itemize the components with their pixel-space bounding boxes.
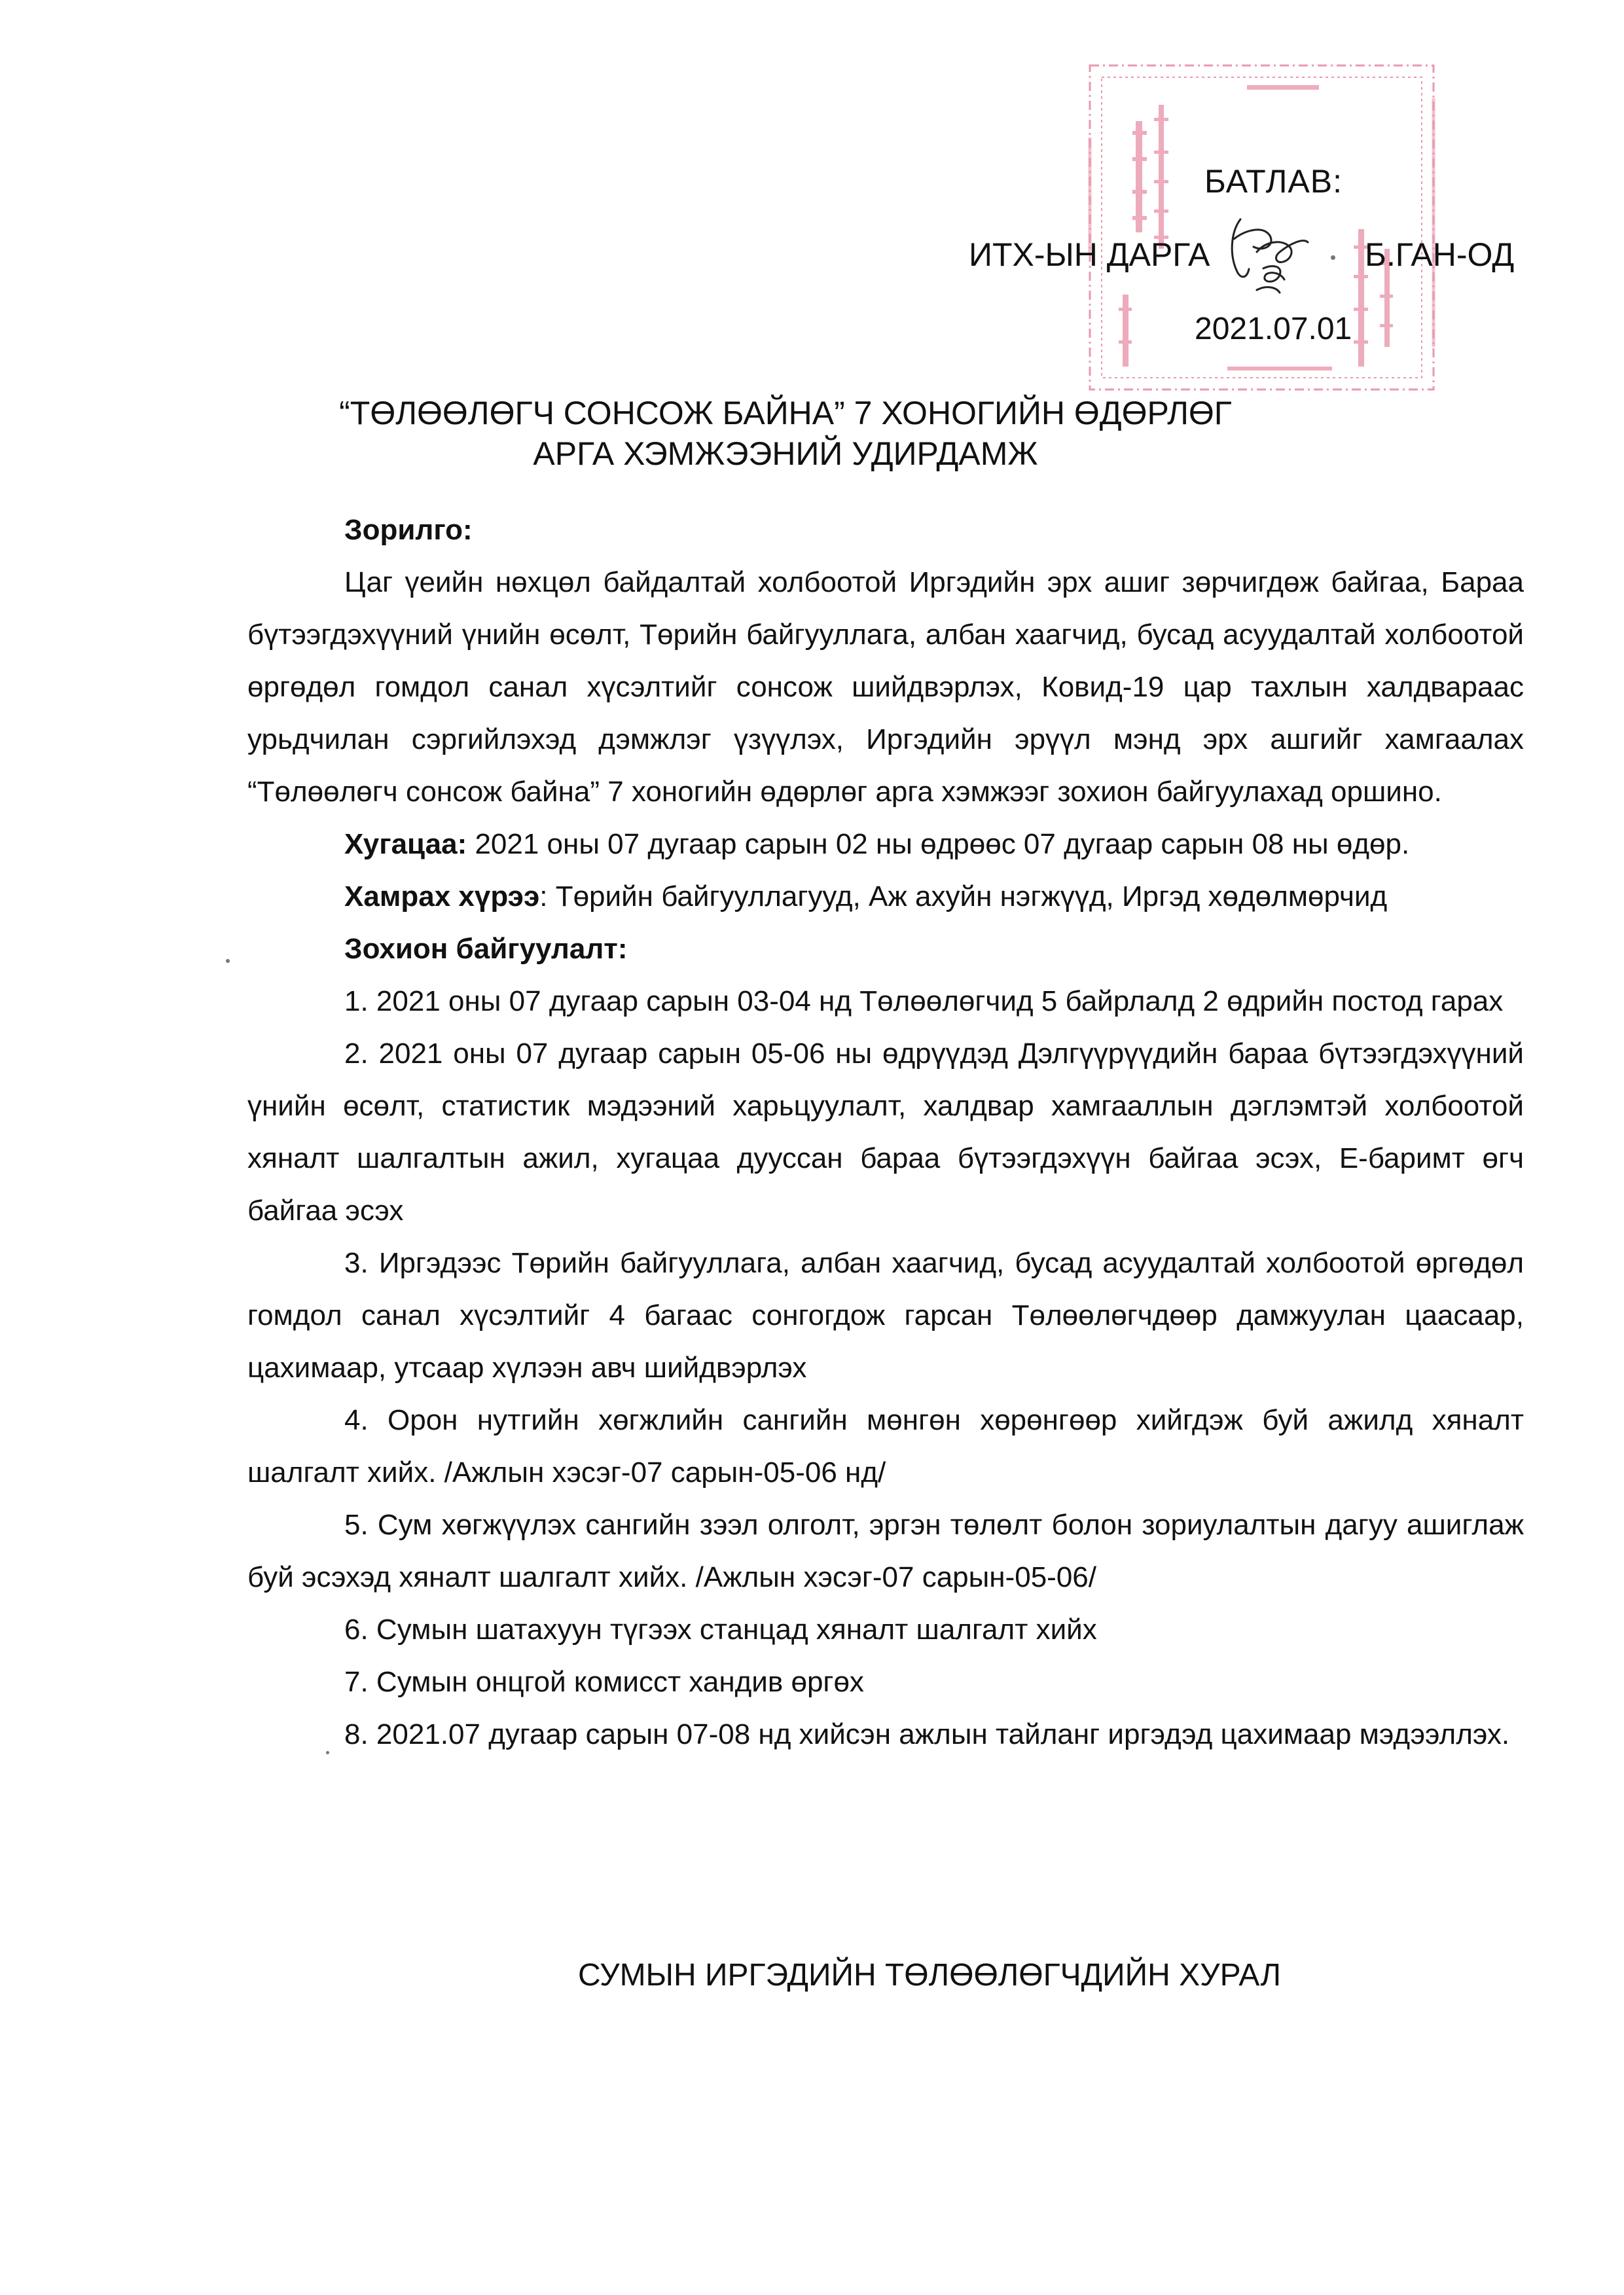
duration-label: Хугацаа: [344, 828, 467, 860]
document-title-line-1: “ТӨЛӨӨЛӨГЧ СОНСОЖ БАЙНА” 7 ХОНОГИЙН ӨДӨРЛӨГ [339, 395, 1232, 431]
scope-label: Хамрах хүрээ [344, 880, 540, 913]
organization-item-8: 8. 2021.07 дугаар сарын 07-08 нд хийсэн ажлын тайланг иргэдэд цахимаар мэдээллэх. [344, 1718, 1510, 1750]
goal-heading: Зорилго: [344, 514, 473, 546]
scope-line [247, 871, 1524, 923]
duration-text: 2021 оны 07 дугаар сарын 02 ны өдрөөс 07 дугаар сарын 08 ны өдөр. [467, 828, 1410, 860]
approval-label: БАТЛАВ: [1204, 163, 1343, 200]
scope-text: : Төрийн байгууллагууд, Аж ахуйн нэгжүүд, Иргэд хөдөлмөрчид [539, 880, 1388, 913]
organization-item-3: 3. Иргэдээс Төрийн байгууллага, албан хаагчид, бусад асуудалтай холбоотой өргөдөл гомдол санал хүсэлтийг 4 багаас сонгогдож гарсан Төлөөлөгчдөөр дамжуулан цаасаар, цахимаар, утсаар хүлээн авч шийдвэрлэх [247, 1247, 1524, 1384]
council-signature-line: СУМЫН ИРГЭДИЙН ТӨЛӨӨЛӨГЧДИЙН ХУРАЛ [578, 1958, 1281, 1993]
organization-item-4: 4. Орон нутгийн хөгжлийн сангийн мөнгөн хөрөнгөөр хийгдэж буй ажилд хяналт шалгалт хийх. /Ажлын хэсэг-07 сарын-05-06 нд/ [247, 1404, 1524, 1489]
duration-line [247, 818, 1524, 871]
approver-name: Б.ГАН-ОД [1365, 236, 1515, 273]
organization-item-6: 6. Сумын шатахуун түгээх станцад хяналт шалгалт хийх [344, 1614, 1097, 1646]
organization-item-1: 1. 2021 оны 07 дугаар сарын 03-04 нд Төлөөлөгчид 5 байрлалд 2 өдрийн постод гарах [344, 985, 1504, 1017]
approval-date: 2021.07.01 [1195, 312, 1352, 346]
approver-position: ИТХ-ЫН ДАРГА [969, 236, 1210, 273]
scan-speck [1331, 255, 1335, 260]
scan-speck [226, 959, 230, 963]
scan-speck [326, 1751, 329, 1754]
signature [1218, 206, 1316, 304]
organization-heading: Зохион байгуулалт: [344, 933, 628, 965]
goal-text: Цаг үеийн нөхцөл байдалтай холбоотой Иргэдийн эрх ашиг зөрчигдөж байгаа, Бараа бүтээгдэхүүний үнийн өсөлт, Төрийн байгууллага, албан хаагчид, бусад асуудалтай холбоотой өргөдөл гомдол санал хүсэлтийг сонсож шийдвэрлэх, Ковид-19 цар тахлын халдвараас урьдчилан сэргийлэхэд дэмжлэг үзүүлэх, Иргэдийн эрүүл мэнд эрх ашгийг хамгаалах “Төлөөлөгч сонсож байна” 7 хоногийн өдөрлөг арга хэмжээг зохион байгуулахад оршино. [247, 566, 1524, 808]
organization-item-2: 2. 2021 оны 07 дугаар сарын 05-06 ны өдрүүдэд Дэлгүүрүүдийн бараа бүтээгдэхүүний үнийн өсөлт, статистик мэдээний харьцуулалт, халдвар хамгааллын дэглэмтэй холбоотой хяналт шалгалтын ажил, хугацаа дууссан бараа бүтээгдэхүүн байгаа эсэх, Е-баримт өгч байгаа эсэх [247, 1038, 1524, 1227]
document-body [247, 504, 1524, 1761]
organization-item-7: 7. Сумын онцгой комисст хандив өргөх [344, 1666, 864, 1698]
document-title-line-2: АРГА ХЭМЖЭЭНИЙ УДИРДАМЖ [533, 435, 1038, 472]
organization-item-5: 5. Сум хөгжүүлэх сангийн зээл олголт, эргэн төлөлт болон зориулалтын дагуу ашиглаж буй эсэхэд хяналт шалгалт хийх. /Ажлын хэсэг-07 сарын-05-06/ [247, 1509, 1524, 1593]
